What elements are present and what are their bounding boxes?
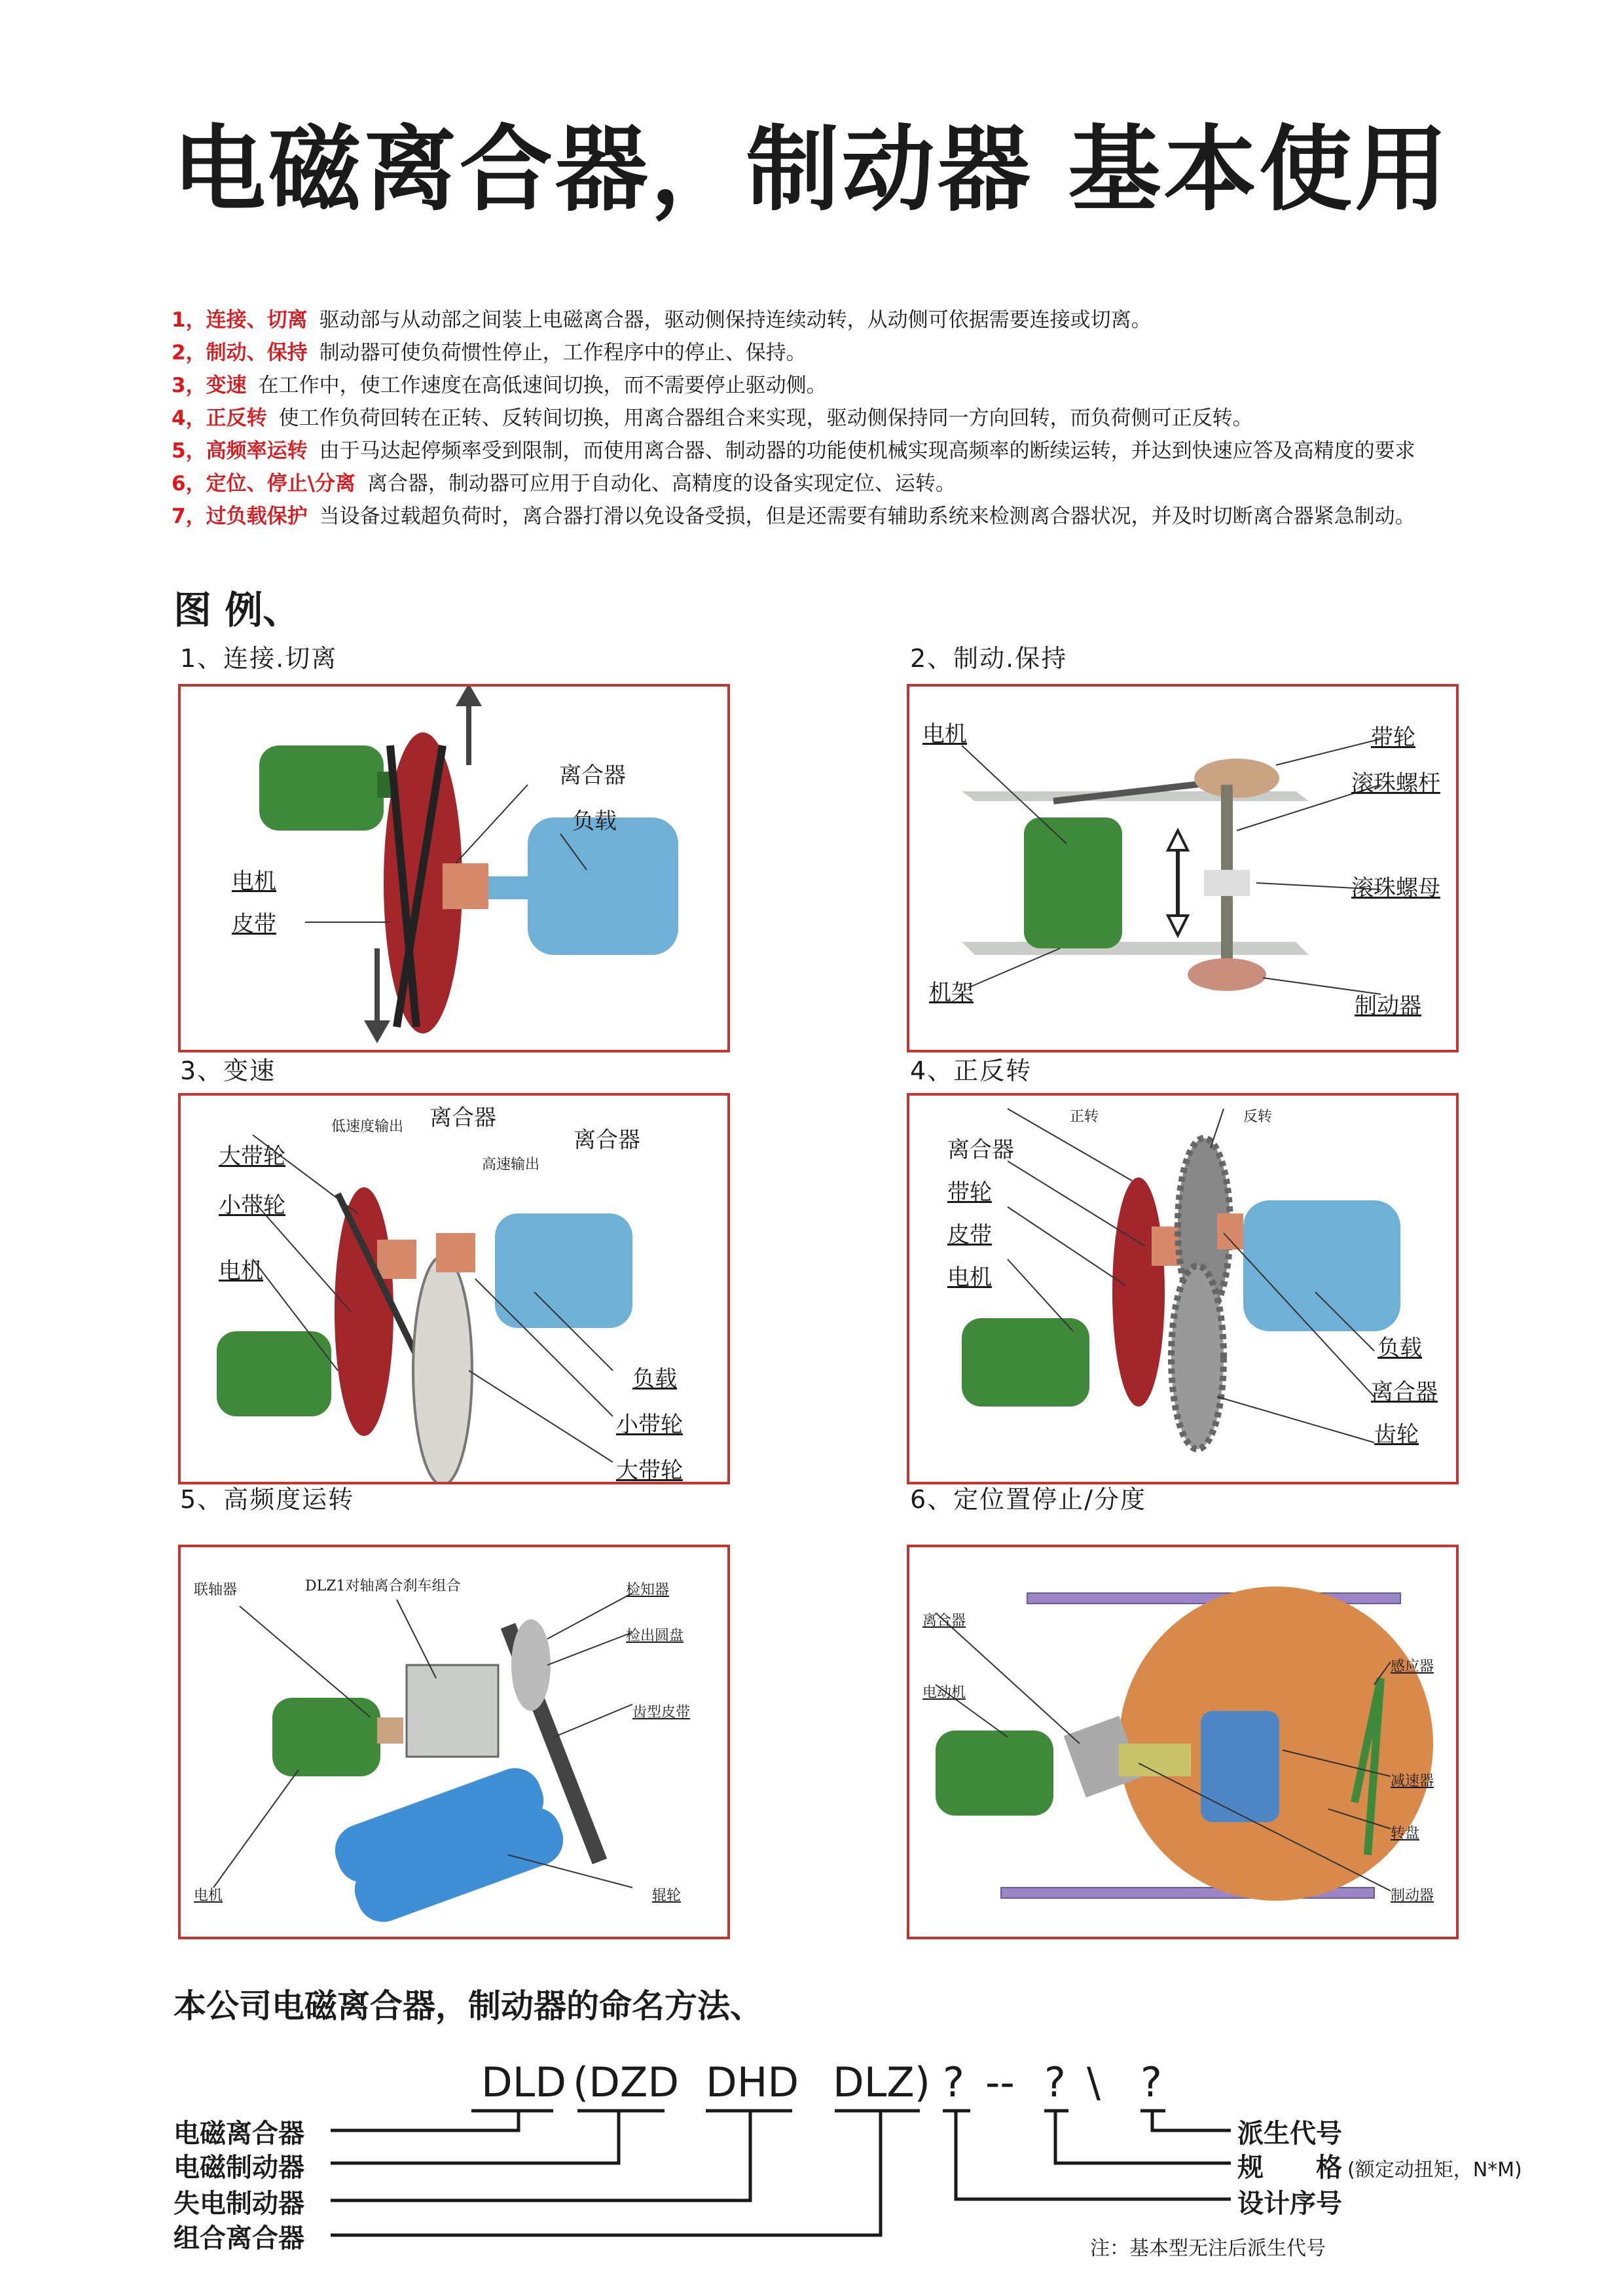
label-motor: 电机 xyxy=(194,1888,223,1904)
panel-caption: 5、高频度运转 xyxy=(180,1485,355,1514)
name-failsafe-brake: 失电制动器 xyxy=(173,2189,304,2219)
label-sensor: 感应器 xyxy=(1391,1659,1434,1675)
label-high-speed: 高速输出 xyxy=(482,1157,540,1173)
label-forward: 正转 xyxy=(1070,1109,1099,1125)
use-item xyxy=(172,499,1415,529)
panel-caption: 3、变速 xyxy=(180,1056,276,1085)
diagram-panel-brake xyxy=(907,684,1459,1052)
label-clutch: 离合器 xyxy=(947,1137,1014,1163)
label-large-pulley-2: 大带轮 xyxy=(616,1458,683,1484)
label-motor: 电机 xyxy=(219,1258,263,1284)
use-key: 1，连接、切离 xyxy=(172,308,308,332)
label-belt: 皮带 xyxy=(232,911,276,937)
label-reducer: 减速器 xyxy=(1391,1773,1434,1789)
code-placeholder-3: ? xyxy=(1140,2058,1162,2106)
label-backward: 反转 xyxy=(1243,1109,1273,1125)
label-detection-disc: 检出圆盘 xyxy=(626,1628,684,1644)
code-dash: -- xyxy=(985,2058,1015,2106)
use-item xyxy=(172,303,1152,332)
use-key: 7，过负载保护 xyxy=(172,505,308,528)
positioning-illustration xyxy=(909,1547,1456,1937)
label-clutch-2: 离合器 xyxy=(574,1127,640,1153)
label-clutch: 离合器 xyxy=(429,1105,496,1131)
code-placeholder-2: ? xyxy=(1044,2058,1066,2106)
label-roller: 辊轮 xyxy=(652,1888,682,1904)
name-em-brake: 电磁制动器 xyxy=(173,2153,304,2183)
naming-heading: 本公司电磁离合器，制动器的命名方法、 xyxy=(173,1987,763,2025)
label-clutch: 离合器 xyxy=(922,1613,966,1629)
page-title: 电磁离合器，制动器 基本使用 xyxy=(172,116,1451,224)
use-text: 当设备过载超负荷时，离合器打滑以免设备受损，但是还需要有辅助系统来检测离合器状况，并及时切断离合器紧急制动。 xyxy=(319,505,1415,528)
code-dlz: DLZ) xyxy=(833,2058,930,2106)
use-item xyxy=(172,336,807,365)
use-text: 在工作中，使工作速度在高低速间切换，而不需要停止驱动侧。 xyxy=(258,374,827,397)
name-em-clutch: 电磁离合器 xyxy=(173,2119,304,2149)
label-frame: 机架 xyxy=(929,980,974,1006)
name-spec-unit: (额定动扭矩，N*M) xyxy=(1347,2159,1522,2181)
use-key: 2，制动、保持 xyxy=(172,341,308,365)
code-placeholder-1: ? xyxy=(943,2058,964,2106)
label-coupling: 联轴器 xyxy=(194,1582,238,1598)
diagram-panel-high-frequency xyxy=(178,1545,730,1939)
label-ball-nut: 滚珠螺母 xyxy=(1351,875,1440,901)
label-motor: 电机 xyxy=(947,1265,992,1291)
panel-caption: 4、正反转 xyxy=(910,1056,1032,1085)
name-derivative-code: 派生代号 xyxy=(1237,2119,1342,2149)
name-combo-clutch: 组合离合器 xyxy=(173,2223,304,2253)
label-low-speed: 低速度输出 xyxy=(331,1119,404,1135)
label-load: 负载 xyxy=(632,1366,677,1392)
name-design-serial: 设计序号 xyxy=(1237,2189,1342,2219)
use-item xyxy=(172,368,827,398)
label-clutch: 离合器 xyxy=(559,762,626,789)
name-spec-2: 格 xyxy=(1316,2153,1342,2183)
use-text: 离合器，制动器可应用于自动化、高精度的设备实现定位、运转。 xyxy=(367,472,956,495)
diagram-panel-reverse xyxy=(907,1093,1459,1484)
label-brake: 制动器 xyxy=(1391,1888,1434,1904)
use-item xyxy=(172,434,1415,463)
diagram-panel-speed xyxy=(178,1093,730,1484)
naming-note: 注：基本型无注后派生代号 xyxy=(1090,2237,1326,2260)
diagram-panel-connect xyxy=(178,684,730,1052)
label-small-pulley-2: 小带轮 xyxy=(616,1412,683,1438)
label-motor: 电机 xyxy=(232,869,276,895)
high-frequency-illustration xyxy=(181,1547,727,1937)
label-timing-belt: 齿型皮带 xyxy=(632,1704,691,1721)
label-brake: 制动器 xyxy=(1355,993,1421,1019)
label-small-pulley: 小带轮 xyxy=(219,1193,285,1219)
label-turntable: 转盘 xyxy=(1391,1825,1420,1842)
label-dlz1-combo: DLZ1对轴离合刹车组合 xyxy=(305,1578,461,1594)
use-item xyxy=(172,467,956,496)
label-clutch-2: 离合器 xyxy=(1371,1379,1438,1405)
legend-heading: 图 例、 xyxy=(173,588,301,632)
label-large-pulley: 大带轮 xyxy=(219,1143,285,1170)
use-text: 制动器可使负荷惯性停止，工作程序中的停止、保持。 xyxy=(319,341,807,365)
code-dhd: DHD xyxy=(706,2058,799,2106)
use-key: 4，正反转 xyxy=(172,406,267,430)
use-text: 驱动部与从动部之间装上电磁离合器，驱动侧保持连续动转，从动侧可依据需要连接或切离。 xyxy=(319,308,1152,332)
label-pulley: 带轮 xyxy=(1371,725,1415,751)
use-key: 3，变速 xyxy=(172,374,247,397)
diagram-panel-positioning xyxy=(907,1545,1459,1939)
use-text: 由于马达起停频率受到限制，而使用离合器、制动器的功能使机械实现高频率的断续运转，并达到快速应答及高精度的要求 xyxy=(319,439,1415,463)
label-load: 负载 xyxy=(1377,1335,1422,1361)
label-load: 负载 xyxy=(572,808,617,834)
label-detector: 检知器 xyxy=(626,1582,670,1598)
name-spec-1: 规 xyxy=(1237,2153,1264,2183)
use-text: 使工作负荷回转在正转、反转间切换，用离合器组合来实现，驱动侧保持同一方向回转，而负荷侧可正反转。 xyxy=(278,406,1253,430)
panel-caption: 2、制动.保持 xyxy=(910,644,1068,673)
label-belt: 皮带 xyxy=(947,1222,992,1248)
label-electric-motor: 电动机 xyxy=(922,1685,966,1701)
use-item xyxy=(172,401,1253,431)
use-key: 5，高频率运转 xyxy=(172,439,308,463)
code-backslash: \ xyxy=(1087,2058,1101,2106)
code-dld: DLD xyxy=(481,2058,567,2106)
panel-caption: 1、连接.切离 xyxy=(180,644,338,673)
use-key: 6，定位、停止\分离 xyxy=(172,472,356,495)
label-ball-screw: 滚珠螺杆 xyxy=(1351,770,1440,797)
label-pulley: 带轮 xyxy=(947,1179,992,1206)
code-dzd: (DZD xyxy=(573,2058,680,2106)
label-gear: 齿轮 xyxy=(1374,1422,1419,1448)
panel-caption: 6、定位置停止/分度 xyxy=(910,1485,1146,1514)
label-motor: 电机 xyxy=(922,721,967,747)
